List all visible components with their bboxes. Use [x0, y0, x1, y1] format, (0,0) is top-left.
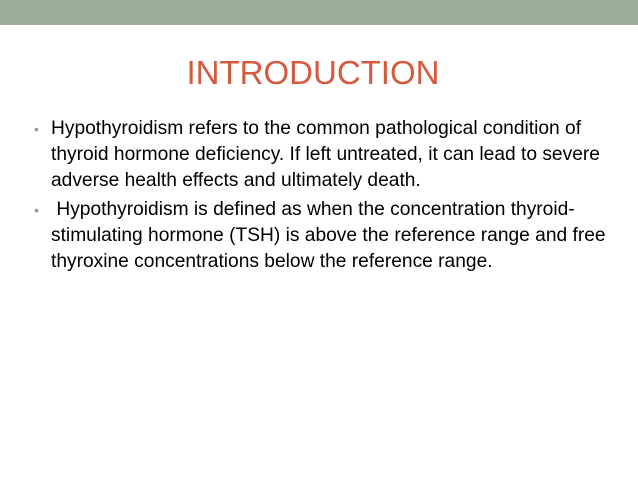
bullet-text-2: Hypothyroidism is defined as when the concentration thyroid-stimulating hormone (TSH) is above the reference range and free thyroxine concentrations below the reference range.	[51, 199, 611, 272]
bullet-item-2	[34, 197, 614, 275]
bullet-list	[34, 116, 614, 278]
slide-title: INTRODUCTION	[186, 54, 440, 91]
bullet-item-1	[34, 116, 614, 194]
bullet-marker-icon: •	[34, 202, 39, 218]
bullet-marker-icon: •	[34, 121, 39, 137]
top-accent-bar	[0, 0, 638, 25]
bullet-text-1: Hypothyroidism refers to the common pathological condition of thyroid hormone deficiency. If left untreated, it can lead to severe adverse health effects and ultimately death.	[51, 118, 600, 191]
